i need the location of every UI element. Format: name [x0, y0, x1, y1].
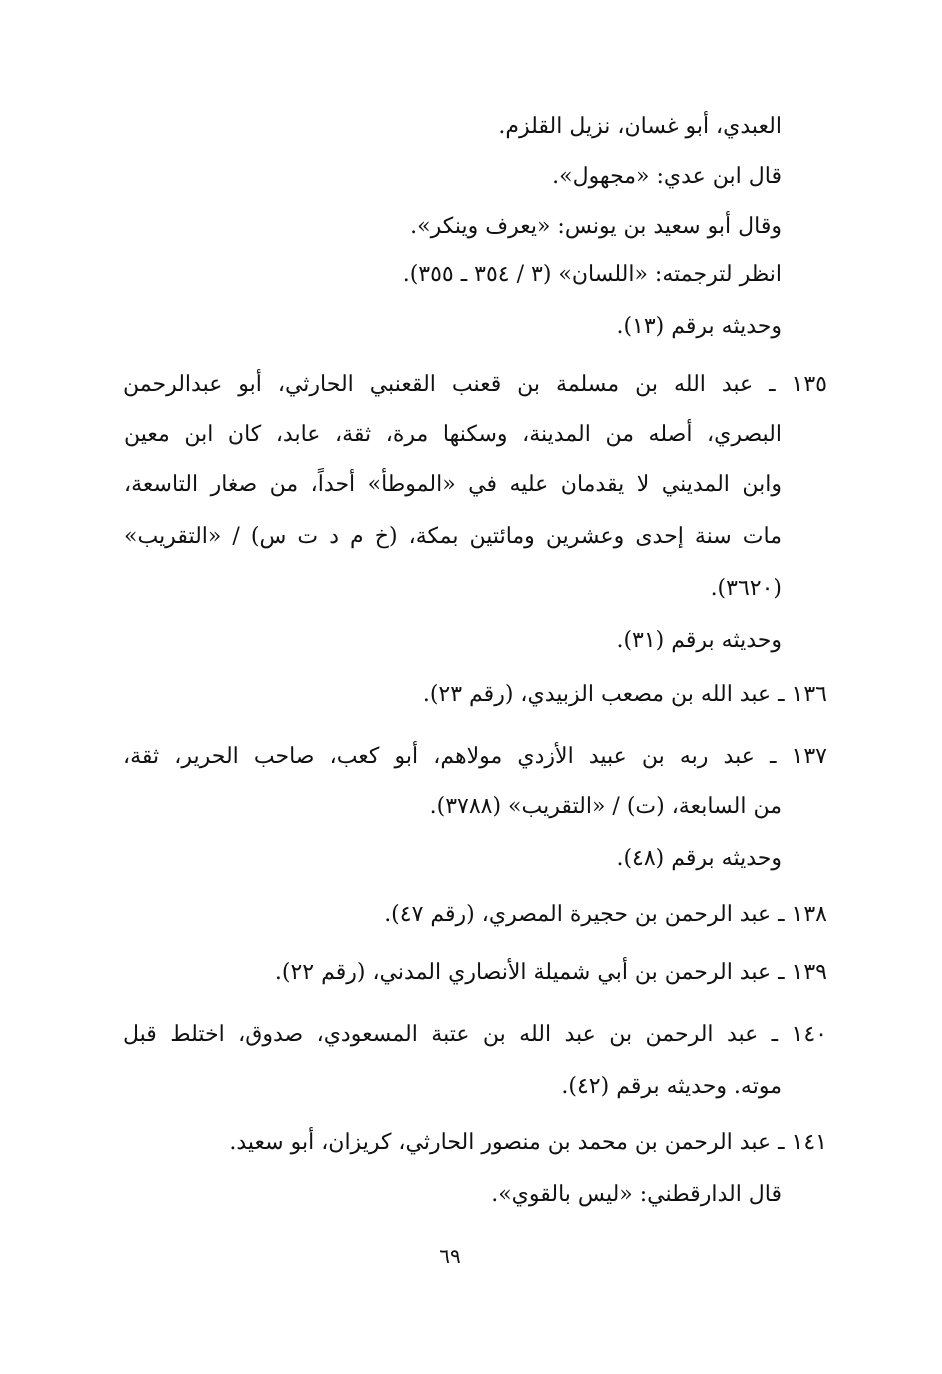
entry-137-line: ١٣٧ ـ عبد ربه بن عبيد الأزدي مولاهم، أبو كعب، صاحب الحرير، ثقة،: [123, 744, 827, 769]
entry-140-line: موته. وحديثه برقم (٤٢).: [561, 1074, 782, 1099]
text-line: وقال أبو سعيد بن يونس: «يعرف وينكر».: [410, 214, 782, 239]
text-line: وحديثه برقم (١٣).: [616, 314, 782, 339]
page-number: ٦٩: [439, 1244, 461, 1268]
entry-135-line: وابن المديني لا يقدمان عليه في «الموطأ» أحداً، من صغار التاسعة،: [124, 472, 782, 497]
text-line: قال ابن عدي: «مجهول».: [552, 164, 782, 189]
entry-135-line: مات سنة إحدى وعشرين ومائتين بمكة، (خ م د ت س) / «التقريب»: [124, 524, 782, 549]
entry-139-line: ١٣٩ ـ عبد الرحمن بن أبي شميلة الأنصاري المدني، (رقم ٢٢).: [274, 960, 827, 985]
text-line: وحديثه برقم (٣١).: [616, 628, 782, 653]
text-line: انظر لترجمته: «اللسان» (٣ / ٣٥٤ ـ ٣٥٥).: [402, 262, 782, 287]
text-line: (٣٦٢٠).: [710, 576, 782, 601]
entry-140-line: ١٤٠ ـ عبد الرحمن بن عبد الله بن عتبة المسعودي، صدوق، اختلط قبل: [123, 1022, 827, 1047]
entry-136-line: ١٣٦ ـ عبد الله بن مصعب الزبيدي، (رقم ٢٣).: [422, 682, 827, 707]
entry-137-line: من السابعة، (ت) / «التقريب» (٣٧٨٨).: [429, 794, 782, 819]
entry-141-line: ١٤١ ـ عبد الرحمن بن محمد بن منصور الحارثي، كريزان، أبو سعيد.: [229, 1130, 827, 1155]
entry-135-line: البصري، أصله من المدينة، وسكنها مرة، ثقة، عابد، كان ابن معين: [124, 422, 782, 447]
entry-135-line: ١٣٥ ـ عبد الله بن مسلمة بن قعنب القعنبي الحارثي، أبو عبدالرحمن: [123, 372, 827, 397]
text-line: قال الدارقطني: «ليس بالقوي».: [491, 1182, 782, 1207]
text-line: العبدي، أبو غسان، نزيل القلزم.: [498, 114, 782, 139]
text-line: وحديثه برقم (٤٨).: [616, 846, 782, 871]
entry-138-line: ١٣٨ ـ عبد الرحمن بن حجيرة المصري، (رقم ٤٧).: [384, 902, 827, 927]
